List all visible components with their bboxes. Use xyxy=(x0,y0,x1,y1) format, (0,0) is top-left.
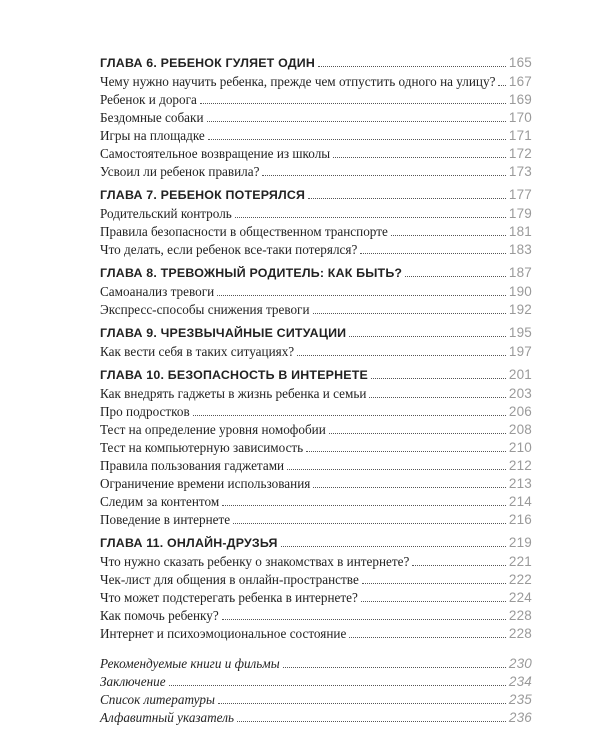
entry-title: Следим за контентом xyxy=(100,494,220,509)
dot-leader xyxy=(329,432,506,434)
chapter-title: ГЛАВА 8. ТРЕВОЖНЫЙ РОДИТЕЛЬ: КАК БЫТЬ? xyxy=(100,266,403,280)
page-number: 169 xyxy=(508,92,532,107)
entry-title: Что нужно сказать ребенку о знакомствах в интернете? xyxy=(100,554,410,569)
toc-entry-row xyxy=(100,625,532,643)
dot-leader xyxy=(193,414,506,416)
toc-entry-row xyxy=(100,91,532,109)
dot-leader xyxy=(349,335,506,337)
dot-leader xyxy=(237,720,506,722)
entry-title: Что делать, если ребенок все-таки потерялся? xyxy=(100,242,358,257)
dot-leader xyxy=(308,197,506,199)
toc-entry-row xyxy=(100,553,532,571)
entry-title: Родительский контроль xyxy=(100,206,232,221)
entry-title: Правила пользования гаджетами xyxy=(100,458,285,473)
page-number: 171 xyxy=(508,128,532,143)
dot-leader xyxy=(200,102,506,104)
page-number: 197 xyxy=(508,344,532,359)
toc-entry-row xyxy=(100,73,532,91)
entry-title: Как вести себя в таких ситуациях? xyxy=(100,344,295,359)
dot-leader xyxy=(235,216,506,218)
dot-leader xyxy=(349,636,506,638)
toc-entry-row xyxy=(100,205,532,223)
entry-title: Самостоятельное возвращение из школы xyxy=(100,146,331,161)
chapter-title: ГЛАВА 9. ЧРЕЗВЫЧАЙНЫЕ СИТУАЦИИ xyxy=(100,326,347,340)
page-number: 213 xyxy=(508,476,532,491)
page-number: 203 xyxy=(508,386,532,401)
entry-title: Интернет и психоэмоциональное состояние xyxy=(100,626,347,641)
page-number: 212 xyxy=(508,458,532,473)
entry-title: Бездомные собаки xyxy=(100,110,204,125)
page-number: 214 xyxy=(508,494,532,509)
page-number: 183 xyxy=(508,242,532,257)
dot-leader xyxy=(208,138,506,140)
table-of-contents xyxy=(100,52,532,727)
chapter-title: ГЛАВА 11. ОНЛАЙН-ДРУЗЬЯ xyxy=(100,536,278,550)
entry-title: Экспресс-способы снижения тревоги xyxy=(100,302,310,317)
toc-entry-row xyxy=(100,709,532,727)
page-number: 228 xyxy=(508,608,532,623)
entry-title: Тест на определение уровня номофобии xyxy=(100,422,326,437)
entry-title: Как внедрять гаджеты в жизнь ребенка и семьи xyxy=(100,386,367,401)
toc-entry-row xyxy=(100,301,532,319)
page-number: 235 xyxy=(508,692,532,707)
entry-title: Усвоил ли ребенок правила? xyxy=(100,164,260,179)
toc-chapter-row xyxy=(100,52,532,73)
page-number: 236 xyxy=(508,710,532,725)
page-number: 216 xyxy=(508,512,532,527)
dot-leader xyxy=(318,65,506,67)
page-number: 221 xyxy=(508,554,532,569)
toc-entry-row xyxy=(100,283,532,301)
toc-entry-row xyxy=(100,163,532,181)
toc-entry-row xyxy=(100,439,532,457)
toc-entry-row xyxy=(100,457,532,475)
toc-entry-row xyxy=(100,343,532,361)
entry-title: Как помочь ребенку? xyxy=(100,608,219,623)
toc-entry-row xyxy=(100,607,532,625)
toc-entry-row xyxy=(100,241,532,259)
page-number: 234 xyxy=(508,674,532,689)
page-number: 208 xyxy=(508,422,532,437)
dot-leader xyxy=(297,354,506,356)
dot-leader xyxy=(371,377,506,379)
dot-leader xyxy=(362,582,506,584)
toc-entry-row xyxy=(100,673,532,691)
page-number: 195 xyxy=(508,325,532,340)
toc-entry-row xyxy=(100,511,532,529)
toc-entry-row xyxy=(100,571,532,589)
entry-title: Список литературы xyxy=(100,692,215,707)
toc-entry-row xyxy=(100,403,532,421)
dot-leader xyxy=(217,294,506,296)
dot-leader xyxy=(218,702,506,704)
dot-leader xyxy=(391,234,506,236)
page-number: 167 xyxy=(508,74,532,89)
toc-entry-row xyxy=(100,127,532,145)
toc-entry-row xyxy=(100,109,532,127)
toc-chapter-row xyxy=(100,262,532,283)
dot-leader xyxy=(287,468,506,470)
page-number: 219 xyxy=(508,535,532,550)
page-number: 165 xyxy=(508,55,532,70)
toc-entry-row xyxy=(100,691,532,709)
dot-leader xyxy=(306,450,506,452)
dot-leader xyxy=(412,564,505,566)
page-number: 210 xyxy=(508,440,532,455)
dot-leader xyxy=(369,396,505,398)
page-number: 177 xyxy=(508,187,532,202)
page-number: 224 xyxy=(508,590,532,605)
chapter-title: ГЛАВА 10. БЕЗОПАСНОСТЬ В ИНТЕРНЕТЕ xyxy=(100,368,368,382)
toc-entry-row xyxy=(100,421,532,439)
toc-entry-row xyxy=(100,655,532,673)
entry-title: Ребенок и дорога xyxy=(100,92,197,107)
page-number: 206 xyxy=(508,404,532,419)
toc-entry-row xyxy=(100,145,532,163)
entry-title: Игры на площадке xyxy=(100,128,205,143)
page-number: 179 xyxy=(508,206,532,221)
dot-leader xyxy=(405,275,506,277)
entry-title: Что может подстерегать ребенка в интернете? xyxy=(100,590,358,605)
toc-entry-row xyxy=(100,223,532,241)
entry-title: Тест на компьютерную зависимость xyxy=(100,440,304,455)
dot-leader xyxy=(169,684,506,686)
page-number: 222 xyxy=(508,572,532,587)
page-number: 228 xyxy=(508,626,532,641)
dot-leader xyxy=(361,600,506,602)
page-number: 192 xyxy=(508,302,532,317)
page-number: 170 xyxy=(508,110,532,125)
page-number: 187 xyxy=(508,265,532,280)
toc-entry-row xyxy=(100,493,532,511)
toc-entry-row xyxy=(100,589,532,607)
dot-leader xyxy=(333,156,506,158)
dot-leader xyxy=(281,545,506,547)
entry-title: Правила безопасности в общественном транспорте xyxy=(100,224,388,239)
entry-title: Чему нужно научить ребенка, прежде чем отпустить одного на улицу? xyxy=(100,74,496,89)
section-spacer xyxy=(100,643,532,655)
entry-title: Самоанализ тревоги xyxy=(100,284,215,299)
dot-leader xyxy=(233,522,506,524)
entry-title: Алфавитный указатель xyxy=(100,710,234,725)
entry-title: Рекомендуемые книги и фильмы xyxy=(100,656,280,671)
page-number: 181 xyxy=(508,224,532,239)
toc-chapter-row xyxy=(100,364,532,385)
page-number: 190 xyxy=(508,284,532,299)
page-number: 172 xyxy=(508,146,532,161)
dot-leader xyxy=(262,174,505,176)
toc-chapter-row xyxy=(100,184,532,205)
chapter-title: ГЛАВА 7. РЕБЕНОК ПОТЕРЯЛСЯ xyxy=(100,188,306,202)
entry-title: Заключение xyxy=(100,674,166,689)
dot-leader xyxy=(283,666,506,668)
page-number: 230 xyxy=(508,656,532,671)
entry-title: Чек-лист для общения в онлайн-пространстве xyxy=(100,572,359,587)
chapter-title: ГЛАВА 6. РЕБЕНОК ГУЛЯЕТ ОДИН xyxy=(100,56,316,70)
toc-chapter-row xyxy=(100,532,532,553)
page-number: 173 xyxy=(508,164,532,179)
entry-title: Ограничение времени использования xyxy=(100,476,311,491)
dot-leader xyxy=(498,84,505,86)
entry-title: Поведение в интернете xyxy=(100,512,231,527)
toc-chapter-row xyxy=(100,322,532,343)
dot-leader xyxy=(313,486,506,488)
toc-entry-row xyxy=(100,475,532,493)
dot-leader xyxy=(313,312,506,314)
dot-leader xyxy=(222,618,506,620)
page-number: 201 xyxy=(508,367,532,382)
dot-leader xyxy=(207,120,506,122)
toc-entry-row xyxy=(100,385,532,403)
dot-leader xyxy=(222,504,506,506)
entry-title: Про подростков xyxy=(100,404,190,419)
dot-leader xyxy=(360,252,506,254)
